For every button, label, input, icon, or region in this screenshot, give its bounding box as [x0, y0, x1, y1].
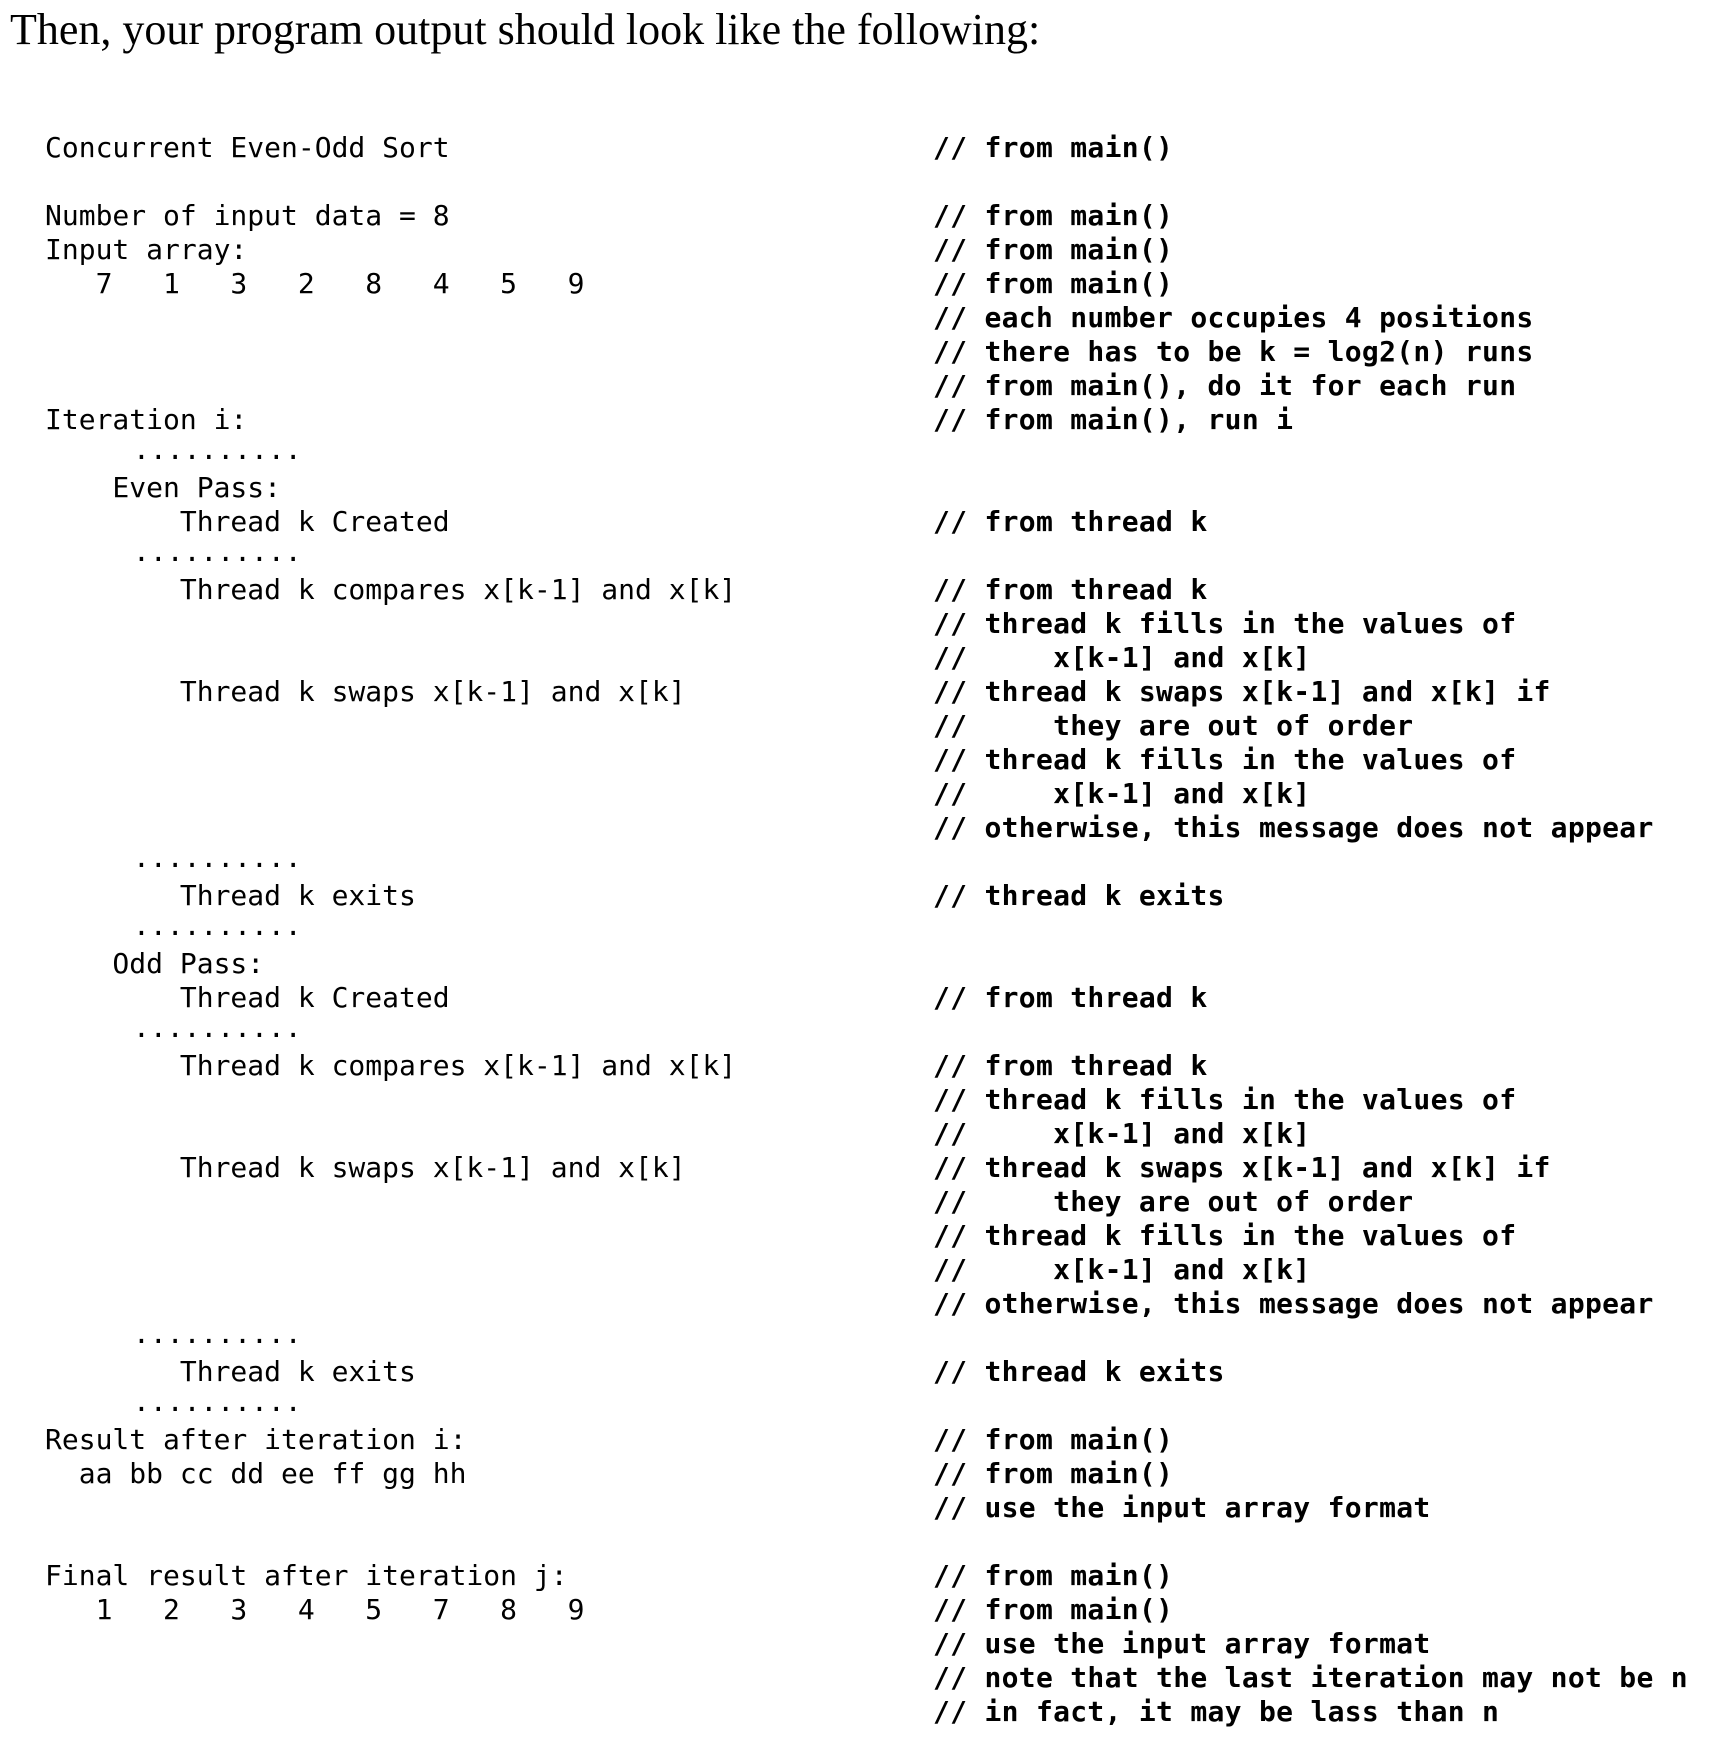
comment-line: // in fact, it may be lass than n — [933, 1695, 1500, 1728]
comment-line: // note that the last iteration may not be n — [933, 1661, 1688, 1694]
comment-line: // from main(), do it for each run — [933, 369, 1517, 402]
ellipsis-row: .......... — [133, 1011, 302, 1044]
comment-line: // x[k-1] and x[k] — [933, 777, 1311, 810]
comment-line: // x[k-1] and x[k] — [933, 641, 1311, 674]
output-line: Thread k Created — [45, 981, 450, 1014]
comment-line: // thread k swaps x[k-1] and x[k] if — [933, 1151, 1551, 1184]
comment-line: // use the input array format — [933, 1491, 1431, 1524]
comment-line: // from thread k — [933, 573, 1208, 606]
output-line: Concurrent Even-Odd Sort — [45, 131, 450, 164]
ellipsis-row: .......... — [133, 841, 302, 874]
comment-line: // thread k fills in the values of — [933, 1219, 1517, 1252]
comment-line: // from main() — [933, 1559, 1174, 1592]
comment-line: // otherwise, this message does not appear — [933, 1287, 1654, 1320]
comment-line: // from main() — [933, 1423, 1174, 1456]
comment-line: // thread k fills in the values of — [933, 1083, 1517, 1116]
comment-line: // otherwise, this message does not appear — [933, 811, 1654, 844]
comment-line: // from thread k — [933, 1049, 1208, 1082]
ellipsis-row: .......... — [133, 909, 302, 942]
comment-line: // each number occupies 4 positions — [933, 301, 1534, 334]
comment-line: // from main() — [933, 131, 1174, 164]
comment-line: // x[k-1] and x[k] — [933, 1253, 1311, 1286]
comment-line: // they are out of order — [933, 1185, 1414, 1218]
comment-line: // thread k exits — [933, 879, 1225, 912]
ellipsis-row: .......... — [133, 1385, 302, 1418]
comment-line: // thread k exits — [933, 1355, 1225, 1388]
output-line: 7 1 3 2 8 4 5 9 — [45, 267, 585, 300]
comment-line: // from main() — [933, 233, 1174, 266]
output-line: aa bb cc dd ee ff gg hh — [45, 1457, 467, 1490]
output-line: Thread k swaps x[k-1] and x[k] — [45, 675, 686, 708]
output-line: Thread k swaps x[k-1] and x[k] — [45, 1151, 686, 1184]
comment-line: // from thread k — [933, 981, 1208, 1014]
ellipsis-row: .......... — [133, 1317, 302, 1350]
output-line: Final result after iteration j: — [45, 1559, 568, 1592]
output-line: Odd Pass: — [45, 947, 265, 980]
comment-line: // they are out of order — [933, 709, 1414, 742]
output-line: Even Pass: — [45, 471, 282, 504]
comment-line: // thread k swaps x[k-1] and x[k] if — [933, 675, 1551, 708]
ellipsis-row: .......... — [133, 535, 302, 568]
output-line: Iteration i: — [45, 403, 248, 436]
output-line: Thread k exits — [45, 1355, 416, 1388]
output-line: Number of input data = 8 — [45, 199, 450, 232]
ellipsis-row: .......... — [133, 433, 302, 466]
comment-line: // use the input array format — [933, 1627, 1431, 1660]
output-line: Thread k Created — [45, 505, 450, 538]
comment-line: // from main() — [933, 199, 1174, 232]
output-line: Input array: — [45, 233, 248, 266]
comment-line: // from main(), run i — [933, 403, 1294, 436]
output-line: 1 2 3 4 5 7 8 9 — [45, 1593, 585, 1626]
output-line: Thread k compares x[k-1] and x[k] — [45, 1049, 737, 1082]
output-line: Result after iteration i: — [45, 1423, 467, 1456]
intro-heading: Then, your program output should look like the following: — [10, 5, 1041, 54]
comment-line: // x[k-1] and x[k] — [933, 1117, 1311, 1150]
comment-line: // from main() — [933, 267, 1174, 300]
comment-line: // thread k fills in the values of — [933, 743, 1517, 776]
comment-line: // from main() — [933, 1593, 1174, 1626]
output-line: Thread k exits — [45, 879, 416, 912]
comment-line: // there has to be k = log2(n) runs — [933, 335, 1534, 368]
comment-line: // from main() — [933, 1457, 1174, 1490]
comment-line: // thread k fills in the values of — [933, 607, 1517, 640]
output-line: Thread k compares x[k-1] and x[k] — [45, 573, 737, 606]
comment-line: // from thread k — [933, 505, 1208, 538]
